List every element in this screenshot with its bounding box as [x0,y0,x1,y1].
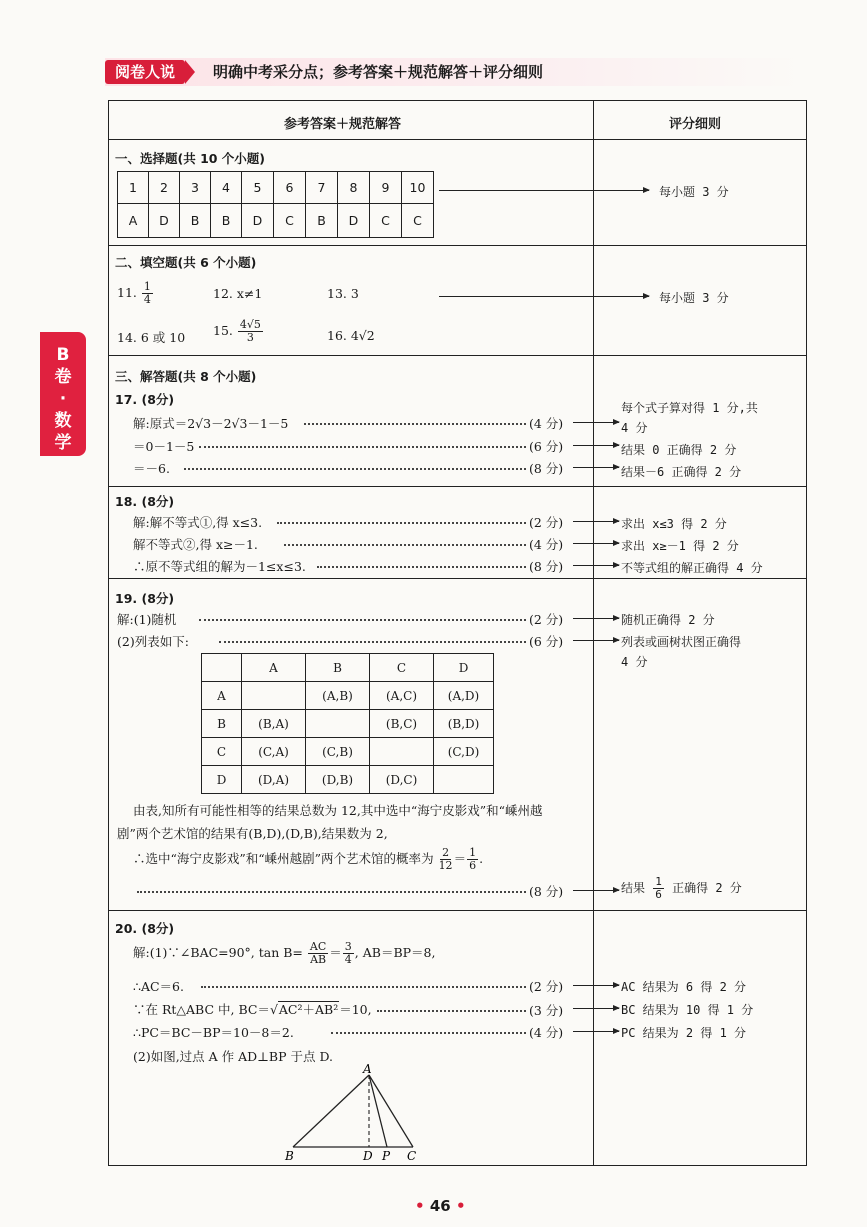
score: (4 分) [529,537,564,552]
segment-ab [293,1075,369,1147]
question-number: 4 [211,172,242,204]
table-header-cell: C [370,654,434,682]
numerator: 2 [442,846,450,859]
solution-line: ∴原不等式组的解为－1≤x≤3. [133,559,306,574]
denominator: 6 [655,888,662,901]
score: (8 分) [529,884,564,899]
table-header-cell: A [242,654,306,682]
question-number: 10 [402,172,434,204]
arrow-connector [573,890,619,891]
equals-sign: ＝ [329,945,342,960]
solution-line: ∴PC＝BC－BP＝10－8＝2. [133,1025,294,1040]
table-row [202,682,494,710]
fill-answer-13: 13. 3 [327,286,359,301]
arrow-connector [573,1031,619,1032]
fraction [467,847,478,872]
numerator: 1 [469,846,477,859]
fraction [439,847,453,872]
answer-cell: D [149,204,180,238]
table-row [202,710,494,738]
arrow-connector [573,422,619,423]
row-divider [109,486,806,487]
scoring-rule: 随机正确得 2 分 [621,613,715,627]
choice-answer-table [117,171,434,238]
fill-answer-14: 14. 6 或 10 [117,330,186,345]
arrow-connector [573,565,619,566]
scoring-rule: 结果－6 正确得 2 分 [621,465,742,479]
table-header-cell: D [434,654,494,682]
probability-line: ∴选中“海宁皮影戏”和“嵊州越剧”两个艺术馆的概率为 $\frac{2}{12}$ ＝ $\frac{1}{6}$ . [133,846,484,872]
scoring-rule: 4 分 [621,655,648,669]
table-cell: (A,B) [306,682,370,710]
section-title: 二、填空题(共 6 个小题) [115,255,257,270]
page-number-value: 46 [429,1197,451,1215]
numerator: 1 [655,875,662,888]
question-label: 18. (8分) [115,494,175,509]
row-divider [109,355,806,356]
dot-icon: • [415,1197,425,1215]
scoring-rule: 每小题 3 分 [659,291,729,305]
table-cell: (A,C) [370,682,434,710]
leader-dots [317,566,526,568]
solution-line: (2)如图,过点 A 作 AD⊥BP 于点 D. [133,1049,334,1064]
solution-line: 解:(1)随机 [117,612,177,627]
arrow-connector [573,445,619,446]
denominator: AB [310,953,327,966]
table-cell: (D,B) [306,766,370,794]
solution-text: ∵在 Rt△ABC 中, BC＝ [133,1002,270,1017]
denominator: 4 [143,293,151,306]
question-number: 2 [149,172,180,204]
row-divider [109,910,806,911]
section-title: 一、选择题(共 10 个小题) [115,151,266,166]
leader-dots [284,544,526,546]
question-number: 3 [180,172,211,204]
table-cell: (B,C) [370,710,434,738]
scoring-rule: 列表或画树状图正确得 [621,635,742,649]
point-label-b: B [285,1149,294,1163]
answer-cell: D [242,204,274,238]
score: (8 分) [529,559,564,574]
arrow-connector [439,190,649,191]
numerator: 1 [143,280,151,293]
row-divider [109,139,806,140]
numerator: AC [309,940,327,953]
scoring-rule-part: 正确得 2 分 [672,881,742,895]
question-number: 9 [370,172,402,204]
leader-dots [199,446,526,448]
row-divider [109,578,806,579]
explanation-line: 由表,知所有可能性相等的结果总数为 12,其中选中“海宁皮影戏”和“嵊州越 [133,803,543,818]
answer-cell: B [211,204,242,238]
leader-dots [137,891,526,893]
score: (4 分) [529,1025,564,1040]
probability-text: ∴选中“海宁皮影戏”和“嵊州越剧”两个艺术馆的概率为 [133,851,434,866]
score: (6 分) [529,634,564,649]
score: (8 分) [529,461,564,476]
numerator: 3 [344,940,352,953]
answer-sheet [108,100,807,1166]
question-number: 1 [118,172,149,204]
arrow-connector [573,1008,619,1009]
table-cell: B [202,710,242,738]
leader-dots [331,1032,526,1034]
scoring-rule: 求出 x≥－1 得 2 分 [621,539,739,553]
solution-text: , AB＝BP＝8, [354,945,436,960]
segment-ap [369,1075,387,1147]
scoring-rule: 结果 0 正确得 2 分 [621,443,737,457]
answer-cell: B [306,204,338,238]
side-tab-char: · [59,389,67,409]
side-tab-char: 学 [54,433,72,453]
answer-cell: C [402,204,434,238]
question-number: 8 [338,172,370,204]
scoring-rule: 4 分 [621,421,648,435]
scoring-rule: BC 结果为 10 得 1 分 [621,1003,754,1017]
score: (2 分) [529,515,564,530]
solution-text: ＝10, [339,1002,372,1017]
question-label: 20. (8分) [115,921,175,936]
leader-dots [219,641,526,643]
leader-dots [304,423,526,425]
leader-dots [377,1010,526,1012]
section-title: 三、解答题(共 8 个小题) [115,369,257,384]
arrow-connector [573,985,619,986]
numerator: 4√5 [239,318,261,331]
solution-line: (2)列表如下: [117,634,189,649]
table-cell: A [202,682,242,710]
question-label: 19. (8分) [115,591,175,606]
column-divider [593,101,594,1165]
fraction [142,281,153,306]
denominator: 6 [469,859,477,872]
solution-line: ＝0－1－5 [133,439,195,454]
table-header-cell: B [306,654,370,682]
side-tab-char: 数 [54,411,72,431]
solution-text: 解:(1)∵∠BAC=90°, tan B= [133,945,303,960]
score: (4 分) [529,416,564,431]
answer-cell: C [274,204,306,238]
table-cell [434,766,494,794]
triangle-figure [279,1063,429,1163]
fraction [343,941,354,966]
solution-line: 解:原式＝2√3－2√3－1－5 [133,416,289,431]
question-label: 15. [213,323,233,338]
arrow-connector [439,296,649,297]
question-number: 6 [274,172,306,204]
answer-cell: B [180,204,211,238]
scoring-rule: 每小题 3 分 [659,185,729,199]
scoring-rule: PC 结果为 2 得 1 分 [621,1026,747,1040]
solution-line: ∴AC＝6. [133,979,184,994]
solution-line: ∵在 Rt△ABC 中, BC＝√AC²＋AB²＝10, [133,1002,372,1017]
point-label-c: C [407,1149,417,1163]
solution-line: 解不等式②,得 x≥－1. [133,537,258,552]
right-column-header: 评分细则 [669,117,722,132]
arrow-connector [573,640,619,641]
leader-dots [201,986,526,988]
question-number: 5 [242,172,274,204]
solution-line: ＝－6. [133,461,170,476]
side-tab-char: B [56,345,70,365]
table-cell: D [202,766,242,794]
table-header-cell [202,654,242,682]
table-cell: (D,C) [370,766,434,794]
table-cell: (D,A) [242,766,306,794]
denominator: 3 [246,331,254,344]
probability-table [201,653,494,794]
fill-answer-12: 12. x≠1 [213,286,263,301]
question-number: 7 [306,172,338,204]
scoring-rule [621,876,742,901]
answer-cell: A [118,204,149,238]
table-cell: (C,A) [242,738,306,766]
table-cell [306,710,370,738]
side-tab-char: 卷 [54,367,72,387]
solution-line: 解:解不等式①,得 x≤3. [133,515,263,530]
table-cell: (B,A) [242,710,306,738]
fraction [238,319,263,344]
denominator: 4 [344,953,352,966]
fraction [308,941,328,966]
equals-sign: ＝ [453,851,467,866]
scoring-rule: 求出 x≤3 得 2 分 [621,517,727,531]
score: (2 分) [529,979,564,994]
arrow-connector [573,521,619,522]
answer-cell: C [370,204,402,238]
table-cell: (C,B) [306,738,370,766]
scoring-rule: 不等式组的解正确得 4 分 [621,561,763,575]
explanation-line: 剧”两个艺术馆的结果有(B,D),(D,B),结果数为 2, [117,826,388,841]
score: (6 分) [529,439,564,454]
row-divider [109,245,806,246]
denominator: 12 [438,859,453,872]
leader-dots [184,468,526,470]
question-label: 17. (8分) [115,392,175,407]
point-label-d: D [363,1149,373,1163]
point-label-a: A [363,1063,372,1076]
left-column-header: 参考答案＋规范解答 [284,117,402,132]
leader-dots [277,522,526,524]
arrow-connector [573,467,619,468]
table-cell: (B,D) [434,710,494,738]
scoring-rule: AC 结果为 6 得 2 分 [621,980,747,994]
header-title: 明确中考采分点；参考答案＋规范解答＋评分细则 [213,63,544,81]
side-tab [40,332,86,456]
point-label-p: P [382,1149,391,1163]
arrow-connector [573,618,619,619]
page-header [105,58,805,86]
fill-answer-16: 16. 4√2 [327,328,375,343]
table-row [202,738,494,766]
fraction [653,876,664,901]
question-label: 11. [117,285,137,300]
table-cell: (A,D) [434,682,494,710]
scoring-rule-part: 结果 [621,881,646,895]
table-cell: C [202,738,242,766]
radicand: AC²＋AB² [278,1002,339,1017]
fill-answer-15 [213,319,264,344]
dot-icon: • [455,1197,466,1215]
score: (3 分) [529,1003,564,1018]
score: (2 分) [529,612,564,627]
scoring-rule: 每个式子算对得 1 分,共 [621,401,758,415]
arrow-connector [573,543,619,544]
table-row [202,766,494,794]
leader-dots [199,619,526,621]
header-tag: 阅卷人说 [105,60,185,84]
table-cell [370,738,434,766]
answer-cell: D [338,204,370,238]
solution-line [133,941,435,966]
table-cell: (C,D) [434,738,494,766]
page-number [415,1197,466,1215]
table-cell [242,682,306,710]
segment-ac [369,1075,413,1147]
fill-answer-11 [117,281,154,306]
